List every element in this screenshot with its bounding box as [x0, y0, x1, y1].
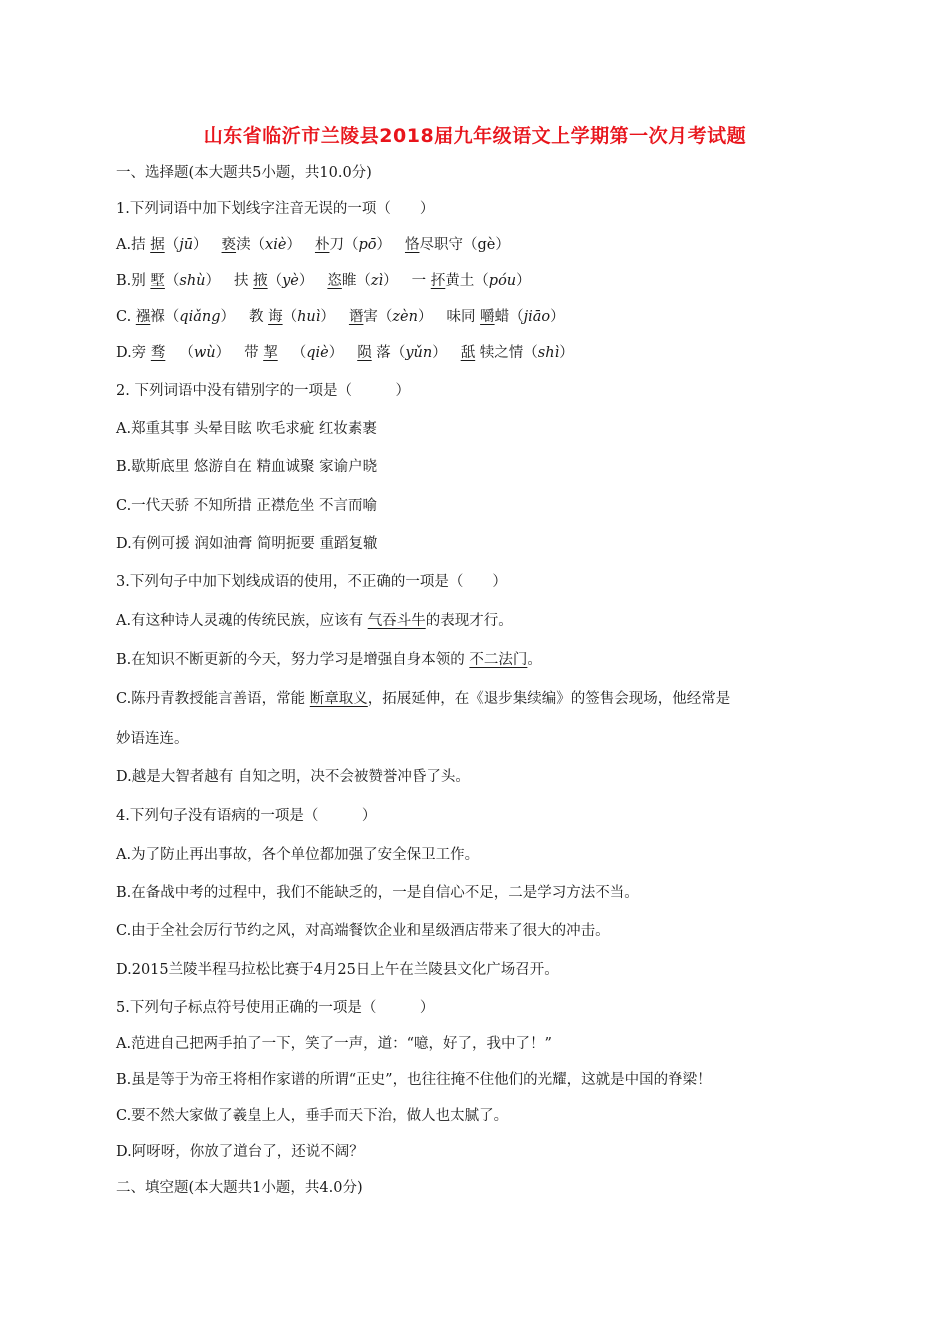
section-heading-1: 一、选择题(本大题共5小题，共10.0分) [116, 165, 372, 181]
q4-option-c: C.由于全社会厉行节约之风，对高端餐饮企业和星级酒店带来了很大的冲击。 [116, 923, 610, 939]
q5-option-c: C.要不然大家做了羲皇上人，垂手而天下治，做人也太腻了。 [116, 1108, 509, 1124]
q2-option-b: B.歇斯底里 悠游自在 精血诚聚 家谕户晓 [116, 459, 378, 475]
q1-option-d: D.旁 骛 （wù） 带 挈 （qiè） 陨 落（yǔn） 舐 犊之情（shì） [116, 345, 574, 361]
q3-stem: 3.下列句子中加下划线成语的使用，不正确的一项是（ ） [116, 574, 507, 590]
q1-stem: 1.下列词语中加下划线字注音无误的一项（ ） [116, 201, 435, 217]
q3-option-c: C.陈丹青教授能言善语，常能 断章取义，拓展延伸，在《退步集续编》的签售会现场，他经常是 [116, 691, 731, 707]
q4-option-b: B.在备战中考的过程中，我们不能缺乏的，一是自信心不足，二是学习方法不当。 [116, 885, 639, 901]
q2-stem: 2. 下列词语中没有错别字的一项是（ ） [116, 383, 410, 399]
q4-option-d: D.2015兰陵半程马拉松比赛于4月25日上午在兰陵县文化广场召开。 [116, 962, 559, 978]
section-heading-2: 二、填空题(本大题共1小题，共4.0分) [116, 1180, 363, 1196]
q5-option-a: A.范进自己把两手拍了一下，笑了一声，道：“噫，好了，我中了！” [116, 1036, 552, 1052]
q3-option-b: B.在知识不断更新的今天，努力学习是增强自身本领的 不二法门。 [116, 652, 542, 668]
q1-option-b: B.别 墅（shù） 扶 掖（yè） 恣睢（zì） 一 抔黄土（póu） [116, 273, 531, 289]
q4-stem: 4.下列句子没有语病的一项是（ ） [116, 808, 377, 824]
q5-option-b: B.虽是等于为帝王将相作家谱的所谓“正史”，也往往掩不住他们的光耀，这就是中国的脊梁！ [116, 1072, 712, 1088]
q1-option-a: A.拮 据（jū） 亵渎（xiè） 朴刀（pō） 恪尽职守（gè） [116, 237, 510, 253]
q3-option-a: A.有这种诗人灵魂的传统民族，应该有 气吞斗牛的表现才行。 [116, 613, 513, 629]
q5-stem: 5.下列句子标点符号使用正确的一项是（ ） [116, 1000, 435, 1016]
q5-option-d: D.阿呀呀，你放了道台了，还说不阔？ [116, 1144, 364, 1160]
page-title: 山东省临沂市兰陵县2018届九年级语文上学期第一次月考试题 [203, 125, 747, 147]
q1-option-c: C. 襁褓（qiǎng） 教 诲（huì） 谮害（zèn） 味同 嚼蜡（jiāo） [116, 309, 565, 325]
q3-option-d: D.越是大智者越有 自知之明，决不会被赞誉冲昏了头。 [116, 769, 470, 785]
q2-option-d: D.有例可援 润如油膏 简明扼要 重蹈复辙 [116, 536, 378, 552]
q4-option-a: A.为了防止再出事故，各个单位都加强了安全保卫工作。 [116, 847, 480, 863]
q3-option-c-continued: 妙语连连。 [116, 731, 189, 747]
q2-option-a: A.郑重其事 头晕目眩 吹毛求疵 红妆素裹 [116, 421, 377, 437]
q2-option-c: C.一代天骄 不知所措 正襟危坐 不言而喻 [116, 498, 378, 514]
